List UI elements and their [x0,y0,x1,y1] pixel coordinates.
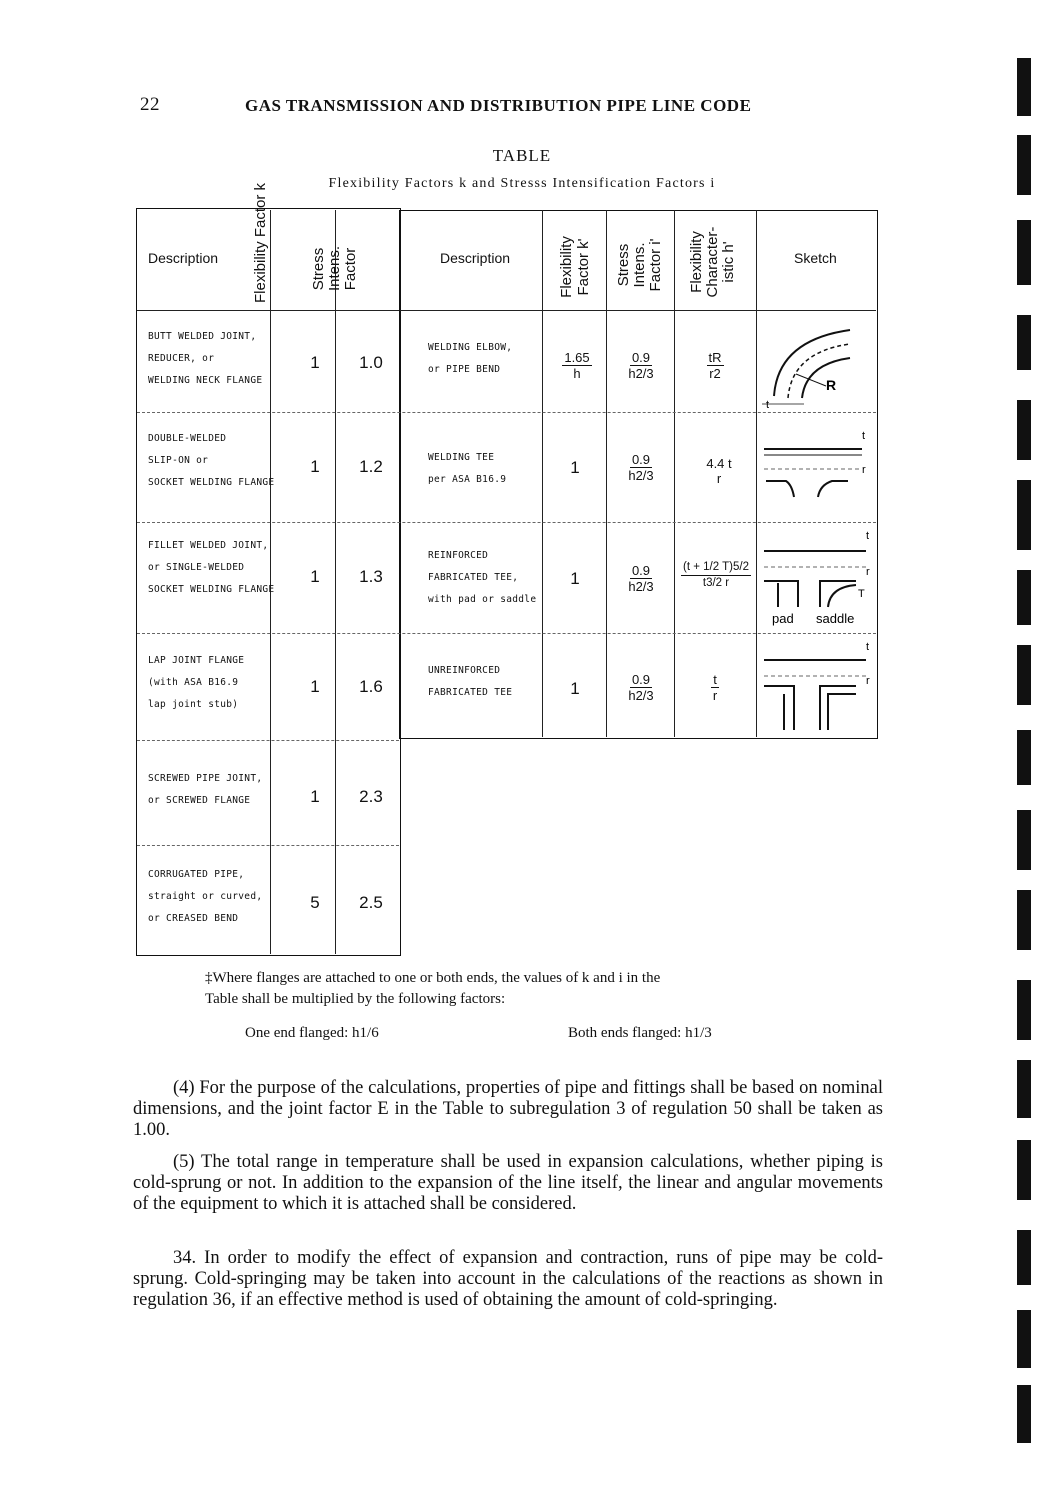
table-title: TABLE [492,146,552,165]
paragraph-34: 34. In order to modify the effect of expansion and contraction, runs of pipe may be cold-sprung. Cold-springing may be taken into account in the calculations of the reactions as shown in regulation 36, if an effective method is used of obtaining the amount of cold-springing. [133,1248,883,1310]
reinforced-T-label: T [858,588,865,600]
sketch-header: Sketch [794,250,837,266]
left-stress-header: Stress Intens. Factor [310,245,359,291]
left-row-6-i: 2.5 [359,893,383,912]
right-row-4-h: $\frac{t}{r}$ [712,672,718,703]
paragraph-4: (4) For the purpose of the calculations, properties of pipe and fittings shall be based on nominal dimensions, and the joint factor E in the Table to subregulation 3 of regulation 50 shall be taken as 1.00. [133,1078,883,1140]
right-row-2-i: $\frac{0.9}{h2/3}$ [628,452,654,483]
right-row-4-desc: UNREINFORCED FABRICATED TEE [428,665,513,698]
page-number: 22 [140,94,160,115]
paragraph-5: (5) The total range in temperature shall be used in expansion calculations, whether piping is cold-sprung or not. In addition to the expansion of the line itself, the linear and angular movements of the equipment to which it is attached shall be considered. [133,1152,883,1214]
reinforced-tee-sketch [758,525,874,631]
pad-label: pad [772,611,794,626]
running-head: GAS TRANSMISSION AND DISTRIBUTION PIPE LINE CODE [245,96,752,115]
left-row-2-i: 1.2 [359,457,383,476]
tee-t-label: t [862,430,866,442]
right-row-1-desc: WELDING ELBOW, or PIPE BEND [428,342,513,375]
right-row-3-desc: REINFORCED FABRICATED TEE, with pad or saddle [428,550,537,605]
unreinforced-t-label: t [866,641,870,653]
left-description-header: Description [148,250,219,266]
left-row-3-i: 1.3 [359,567,383,586]
right-row-1-k: $\frac{1.65}{h}$ [564,350,590,381]
footnote-line-1: ‡Where flanges are attached to one or both ends, the values of k and i in the [205,970,661,986]
right-row-3-i: $\frac{0.9}{h2/3}$ [628,563,654,594]
right-flexibility-header: Flexibility Factor k' [558,236,592,298]
left-row-3-desc: FILLET WELDED JOINT, or SINGLE-WELDED SOCKET WELDING FLANGE [148,540,275,595]
right-characteristic-header: Flexibility Character-istic h' [688,226,737,298]
right-row-2-h: 4.4 t r [706,456,732,486]
right-row-1-h: $\frac{tR}{r2}$ [708,350,722,381]
elbow-t-label: t [766,399,770,410]
left-row-5-desc: SCREWED PIPE JOINT, or SCREWED FLANGE [148,773,263,806]
left-row-6-desc: CORRUGATED PIPE, straight or curved, or CREASED BEND [148,869,263,924]
left-row-5-i: 2.3 [359,787,383,806]
unreinforced-tee-sketch [758,636,874,734]
right-row-4-i: $\frac{0.9}{h2/3}$ [628,672,654,703]
left-row-4-desc: LAP JOINT FLANGE (with ASA B16.9 lap joint stub) [148,655,245,710]
right-row-3-k: 1 [570,569,580,588]
right-row-1-i: $\frac{0.9}{h2/3}$ [628,350,654,381]
right-row-2-k: 1 [570,458,580,477]
left-row-6-k: 5 [310,893,320,912]
right-row-2-desc: WELDING TEE per ASA B16.9 [428,452,507,485]
left-row-1-i: 1.0 [359,353,383,372]
left-flexibility-header: Flexibility Factor k [252,182,269,303]
elbow-sketch [758,318,874,410]
elbow-R-label: R [826,377,837,393]
tee-r-label: r [862,464,866,476]
footnote-line-2: Table shall be multiplied by the following factors: [205,991,506,1007]
left-row-4-k: 1 [310,677,320,696]
saddle-label: saddle [816,611,855,626]
left-row-2-desc: DOUBLE-WELDED SLIP-ON or SOCKET WELDING FLANGE [148,433,275,488]
left-row-2-k: 1 [310,457,320,476]
unreinforced-r-label: r [866,675,870,687]
left-row-1-desc: BUTT WELDED JOINT, REDUCER, or WELDING NECK FLANGE [148,331,263,386]
right-description-header: Description [440,250,511,266]
left-row-3-k: 1 [310,567,320,586]
reinforced-r-label: r [866,566,870,578]
left-row-5-k: 1 [310,787,320,806]
footnote-both-ends: Both ends flanged: h1/3 [568,1025,712,1041]
right-stress-header: Stress Intens. Factor i' [615,238,664,292]
table-subtitle: Flexibility Factors k and Stresss Intensification Factors i [328,176,716,191]
left-row-4-i: 1.6 [359,677,383,696]
left-row-1-k: 1 [310,353,320,372]
right-row-4-k: 1 [570,679,580,698]
welding-tee-sketch [758,425,874,517]
right-row-3-h: $\frac{(t + 1/2 T)5/2}{t3/2 r}$ [683,561,749,589]
footnote-one-end: One end flanged: h1/6 [245,1025,379,1041]
reinforced-t-label: t [866,530,870,542]
